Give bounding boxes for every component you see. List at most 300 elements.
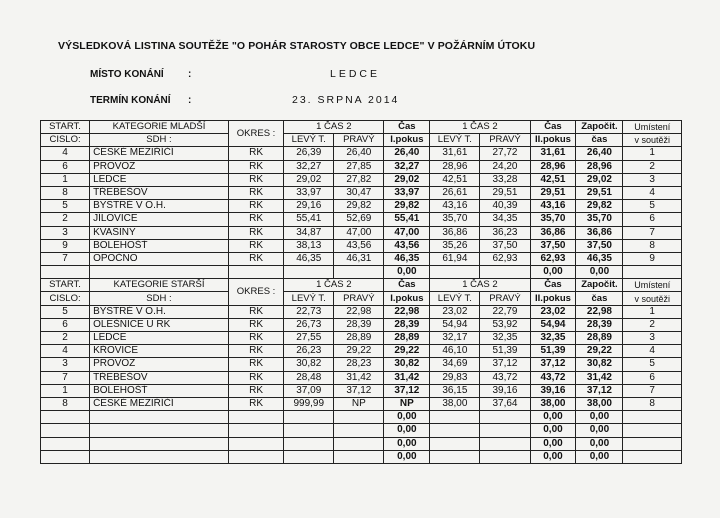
header-zapocit: Započit. xyxy=(576,121,623,134)
attempt2-left: 61,94 xyxy=(430,252,480,265)
header-zapocit-cas: čas xyxy=(576,134,623,147)
counted-time: 29,02 xyxy=(576,173,623,186)
district: RK xyxy=(228,305,283,318)
header-levy2: LEVÝ T. xyxy=(430,292,480,305)
team-name: LEDCE xyxy=(90,173,229,186)
attempt1-right: 31,42 xyxy=(334,371,384,384)
date-colon: : xyxy=(188,95,192,106)
attempt1-left: 55,41 xyxy=(284,213,334,226)
header-cislo: CISLO: xyxy=(41,292,90,305)
attempt1-left: 38,13 xyxy=(284,239,334,252)
header-pokus2: II.pokus xyxy=(530,292,576,305)
attempt2-right: 37,50 xyxy=(480,239,530,252)
start-number: 2 xyxy=(41,213,90,226)
attempt1-right: 52,69 xyxy=(334,213,384,226)
attempt1-right: 27,82 xyxy=(334,173,384,186)
table-row xyxy=(41,437,682,450)
attempt2-left: 23,02 xyxy=(430,305,480,318)
attempt1-left: 26,73 xyxy=(284,318,334,331)
attempt2-right xyxy=(480,450,530,463)
attempt1-right: 46,31 xyxy=(334,252,384,265)
attempt2-right xyxy=(480,411,530,424)
header-cas1: Čas xyxy=(384,121,430,134)
start-number xyxy=(41,437,90,450)
attempt2-time: 0,00 xyxy=(530,424,576,437)
district: RK xyxy=(228,173,283,186)
attempt1-right: 27,85 xyxy=(334,160,384,173)
table-row xyxy=(41,266,682,279)
attempt1-right xyxy=(334,450,384,463)
attempt2-time: 51,39 xyxy=(530,345,576,358)
district: RK xyxy=(228,252,283,265)
results-table xyxy=(40,120,682,464)
counted-time: 37,12 xyxy=(576,384,623,397)
attempt2-time: 36,86 xyxy=(530,226,576,239)
table-row xyxy=(41,318,682,331)
placement: 4 xyxy=(623,345,682,358)
table-row xyxy=(41,371,682,384)
attempt1-time: 0,00 xyxy=(384,450,430,463)
attempt1-left: 32,27 xyxy=(284,160,334,173)
table-row xyxy=(41,200,682,213)
district xyxy=(228,437,283,450)
header-row xyxy=(41,121,682,134)
attempt1-left: 29,02 xyxy=(284,173,334,186)
attempt2-time: 37,12 xyxy=(530,358,576,371)
attempt2-time: 29,51 xyxy=(530,186,576,199)
table-row xyxy=(41,384,682,397)
attempt2-time: 0,00 xyxy=(530,266,576,279)
attempt1-right: 22,98 xyxy=(334,305,384,318)
header-cas2: Čas xyxy=(530,279,576,292)
district xyxy=(228,450,283,463)
counted-time: 0,00 xyxy=(576,424,623,437)
district: RK xyxy=(228,358,283,371)
start-number: 7 xyxy=(41,371,90,384)
attempt2-right: 43,72 xyxy=(480,371,530,384)
attempt2-left: 43,16 xyxy=(430,200,480,213)
attempt2-right: 37,12 xyxy=(480,358,530,371)
attempt2-left: 34,69 xyxy=(430,358,480,371)
team-name xyxy=(90,437,229,450)
attempt1-left: 46,35 xyxy=(284,252,334,265)
attempt1-right: 26,40 xyxy=(334,147,384,160)
placement xyxy=(623,424,682,437)
attempt1-time: 28,89 xyxy=(384,332,430,345)
team-name: BOLEHOŠŤ xyxy=(90,384,229,397)
header-pokus1: I.pokus xyxy=(384,292,430,305)
district: RK xyxy=(228,397,283,410)
attempt1-time: 37,12 xyxy=(384,384,430,397)
attempt2-right xyxy=(480,266,530,279)
table-row xyxy=(41,147,682,160)
team-name xyxy=(90,450,229,463)
attempt1-left: 37,09 xyxy=(284,384,334,397)
attempt2-left: 46,10 xyxy=(430,345,480,358)
placement xyxy=(623,411,682,424)
table-row xyxy=(41,450,682,463)
counted-time: 37,50 xyxy=(576,239,623,252)
attempt1-left: 28,48 xyxy=(284,371,334,384)
table-row xyxy=(41,213,682,226)
district: RK xyxy=(228,213,283,226)
district: RK xyxy=(228,345,283,358)
table-row xyxy=(41,358,682,371)
start-number xyxy=(41,411,90,424)
start-number: 4 xyxy=(41,345,90,358)
document-title: VÝSLEDKOVÁ LISTINA SOUTĚŽE "O POHÁR STAROSTY OBCE LEDCE" V POŽÁRNÍM ÚTOKU xyxy=(58,40,536,52)
attempt1-right: 30,47 xyxy=(334,186,384,199)
team-name: ČESKÉ MEZIŘÍČÍ xyxy=(90,397,229,410)
counted-time: 28,96 xyxy=(576,160,623,173)
attempt2-time: 62,93 xyxy=(530,252,576,265)
attempt1-time: 46,35 xyxy=(384,252,430,265)
attempt1-left: 999,99 xyxy=(284,397,334,410)
header-okres: OKRES : xyxy=(228,121,283,147)
placement: 1 xyxy=(623,147,682,160)
counted-time: 46,35 xyxy=(576,252,623,265)
attempt2-left: 35,26 xyxy=(430,239,480,252)
date-value: 23. SRPNA 2014 xyxy=(292,94,400,106)
district: RK xyxy=(228,147,283,160)
counted-time: 0,00 xyxy=(576,266,623,279)
attempt1-right: NP xyxy=(334,397,384,410)
attempt2-right xyxy=(480,424,530,437)
attempt1-left: 22,73 xyxy=(284,305,334,318)
district: RK xyxy=(228,226,283,239)
table-row xyxy=(41,411,682,424)
placement xyxy=(623,437,682,450)
attempt2-right: 36,23 xyxy=(480,226,530,239)
district xyxy=(228,424,283,437)
attempt1-left: 27,55 xyxy=(284,332,334,345)
district xyxy=(228,411,283,424)
header-pravy2: PRAVÝ xyxy=(480,292,530,305)
placement: 9 xyxy=(623,252,682,265)
venue-colon: : xyxy=(188,69,192,80)
team-name xyxy=(90,424,229,437)
attempt2-time: 0,00 xyxy=(530,437,576,450)
district: RK xyxy=(228,160,283,173)
attempt1-right: 43,56 xyxy=(334,239,384,252)
attempt2-left xyxy=(430,437,480,450)
counted-time: 28,39 xyxy=(576,318,623,331)
header-umisteni: Umístení xyxy=(623,121,682,134)
attempt1-left xyxy=(284,450,334,463)
results-body xyxy=(41,121,682,464)
header-row xyxy=(41,279,682,292)
counted-time: 38,00 xyxy=(576,397,623,410)
header-levy2: LEVÝ T. xyxy=(430,134,480,147)
start-number: 3 xyxy=(41,358,90,371)
attempt2-right xyxy=(480,437,530,450)
attempt2-left: 35,70 xyxy=(430,213,480,226)
start-number: 9 xyxy=(41,239,90,252)
attempt2-right: 32,35 xyxy=(480,332,530,345)
date-label: TERMÍN KONÁNÍ xyxy=(90,95,171,106)
start-number xyxy=(41,424,90,437)
start-number xyxy=(41,450,90,463)
counted-time: 28,89 xyxy=(576,332,623,345)
district: RK xyxy=(228,200,283,213)
start-number: 8 xyxy=(41,397,90,410)
attempt1-left xyxy=(284,266,334,279)
header-levy1: LEVÝ T. xyxy=(284,292,334,305)
attempt2-right: 33,28 xyxy=(480,173,530,186)
attempt1-time: 0,00 xyxy=(384,424,430,437)
attempt1-left: 33,97 xyxy=(284,186,334,199)
attempt1-right xyxy=(334,424,384,437)
table-row xyxy=(41,186,682,199)
header-cas1: Čas xyxy=(384,279,430,292)
attempt1-time: 29,82 xyxy=(384,200,430,213)
attempt2-time: 42,51 xyxy=(530,173,576,186)
attempt2-time: 32,35 xyxy=(530,332,576,345)
start-number: 7 xyxy=(41,252,90,265)
header-umisteni-soutez: v soutěži xyxy=(623,292,682,305)
table-row xyxy=(41,239,682,252)
start-number: 3 xyxy=(41,226,90,239)
header-attempt2: 1 ČAS 2 xyxy=(430,121,530,134)
attempt2-time: 23,02 xyxy=(530,305,576,318)
header-umisteni: Umístení xyxy=(623,279,682,292)
header-cislo: CISLO: xyxy=(41,134,90,147)
attempt2-left xyxy=(430,266,480,279)
attempt2-right: 39,16 xyxy=(480,384,530,397)
attempt1-right: 28,89 xyxy=(334,332,384,345)
placement xyxy=(623,450,682,463)
attempt2-left: 36,86 xyxy=(430,226,480,239)
attempt1-time: NP xyxy=(384,397,430,410)
start-number: 5 xyxy=(41,200,90,213)
attempt2-left: 54,94 xyxy=(430,318,480,331)
placement: 2 xyxy=(623,160,682,173)
attempt2-right: 37,64 xyxy=(480,397,530,410)
placement: 6 xyxy=(623,371,682,384)
table-row xyxy=(41,160,682,173)
attempt1-left: 29,16 xyxy=(284,200,334,213)
header-zapocit: Započit. xyxy=(576,279,623,292)
team-name: BOLEHOŠŤ xyxy=(90,239,229,252)
attempt2-left: 32,17 xyxy=(430,332,480,345)
attempt2-left: 31,61 xyxy=(430,147,480,160)
header-okres: OKRES : xyxy=(228,279,283,305)
team-name: PROVOZ xyxy=(90,160,229,173)
attempt1-time: 0,00 xyxy=(384,437,430,450)
placement: 3 xyxy=(623,332,682,345)
attempt2-left xyxy=(430,450,480,463)
team-name: ČESKÉ MEZIŘÍČÍ xyxy=(90,147,229,160)
attempt2-right: 34,35 xyxy=(480,213,530,226)
counted-time: 0,00 xyxy=(576,411,623,424)
placement: 5 xyxy=(623,200,682,213)
attempt1-time: 55,41 xyxy=(384,213,430,226)
counted-time: 29,22 xyxy=(576,345,623,358)
team-name: JÍLOVICE xyxy=(90,213,229,226)
header-category: KATEGORIE MLADŠÍ xyxy=(90,121,229,134)
counted-time: 29,82 xyxy=(576,200,623,213)
district: RK xyxy=(228,186,283,199)
header-pokus1: I.pokus xyxy=(384,134,430,147)
attempt1-time: 43,56 xyxy=(384,239,430,252)
attempt1-time: 29,02 xyxy=(384,173,430,186)
attempt1-right: 37,12 xyxy=(334,384,384,397)
placement: 1 xyxy=(623,305,682,318)
team-name: LEDCE xyxy=(90,332,229,345)
table-row xyxy=(41,226,682,239)
table-row xyxy=(41,424,682,437)
start-number: 1 xyxy=(41,384,90,397)
start-number: 6 xyxy=(41,160,90,173)
attempt1-time: 32,27 xyxy=(384,160,430,173)
attempt2-time: 0,00 xyxy=(530,450,576,463)
header-pravy1: PRAVÝ xyxy=(334,134,384,147)
attempt1-right: 29,22 xyxy=(334,345,384,358)
header-attempt1: 1 ČAS 2 xyxy=(284,279,384,292)
attempt1-right: 29,82 xyxy=(334,200,384,213)
attempt1-time: 0,00 xyxy=(384,266,430,279)
start-number xyxy=(41,266,90,279)
attempt2-right: 27,72 xyxy=(480,147,530,160)
team-name: PROVOZ xyxy=(90,358,229,371)
attempt1-left: 26,23 xyxy=(284,345,334,358)
attempt2-time: 54,94 xyxy=(530,318,576,331)
attempt2-right: 62,93 xyxy=(480,252,530,265)
attempt2-right: 29,51 xyxy=(480,186,530,199)
attempt2-left: 26,61 xyxy=(430,186,480,199)
district: RK xyxy=(228,384,283,397)
attempt1-time: 0,00 xyxy=(384,411,430,424)
attempt1-time: 26,40 xyxy=(384,147,430,160)
header-row xyxy=(41,134,682,147)
attempt2-left xyxy=(430,424,480,437)
attempt1-time: 30,82 xyxy=(384,358,430,371)
counted-time: 31,42 xyxy=(576,371,623,384)
counted-time: 22,98 xyxy=(576,305,623,318)
attempt2-left: 36,15 xyxy=(430,384,480,397)
attempt2-time: 35,70 xyxy=(530,213,576,226)
venue-value: LEDCE xyxy=(330,68,381,80)
team-name: KŘOVICE xyxy=(90,345,229,358)
attempt1-time: 33,97 xyxy=(384,186,430,199)
attempt2-right: 40,39 xyxy=(480,200,530,213)
start-number: 8 xyxy=(41,186,90,199)
header-cas2: Čas xyxy=(530,121,576,134)
table-row xyxy=(41,345,682,358)
counted-time: 0,00 xyxy=(576,437,623,450)
start-number: 2 xyxy=(41,332,90,345)
header-sdh: SDH : xyxy=(90,292,229,305)
attempt2-time: 38,00 xyxy=(530,397,576,410)
attempt2-time: 31,61 xyxy=(530,147,576,160)
attempt2-left: 28,96 xyxy=(430,160,480,173)
placement xyxy=(623,266,682,279)
counted-time: 29,51 xyxy=(576,186,623,199)
attempt1-left: 26,39 xyxy=(284,147,334,160)
header-category: KATEGORIE STARŠÍ xyxy=(90,279,229,292)
counted-time: 35,70 xyxy=(576,213,623,226)
placement: 2 xyxy=(623,318,682,331)
header-row xyxy=(41,292,682,305)
counted-time: 0,00 xyxy=(576,450,623,463)
district: RK xyxy=(228,239,283,252)
district xyxy=(228,266,283,279)
placement: 8 xyxy=(623,239,682,252)
placement: 7 xyxy=(623,226,682,239)
attempt1-time: 47,00 xyxy=(384,226,430,239)
team-name: OPOČNO xyxy=(90,252,229,265)
start-number: 4 xyxy=(41,147,90,160)
team-name: BYSTRÉ V O.H. xyxy=(90,200,229,213)
counted-time: 26,40 xyxy=(576,147,623,160)
placement: 8 xyxy=(623,397,682,410)
placement: 5 xyxy=(623,358,682,371)
attempt2-left: 38,00 xyxy=(430,397,480,410)
table-row xyxy=(41,252,682,265)
district: RK xyxy=(228,332,283,345)
header-pravy2: PRAVÝ xyxy=(480,134,530,147)
attempt1-right: 28,39 xyxy=(334,318,384,331)
team-name: KVASINY xyxy=(90,226,229,239)
team-name: TŘEBEŠOV xyxy=(90,186,229,199)
attempt2-right: 53,92 xyxy=(480,318,530,331)
attempt2-right: 51,39 xyxy=(480,345,530,358)
attempt2-time: 43,72 xyxy=(530,371,576,384)
header-umisteni-soutez: v soutěži xyxy=(623,134,682,147)
attempt1-left xyxy=(284,411,334,424)
attempt1-right xyxy=(334,266,384,279)
team-name: BYSTRÉ V O.H. xyxy=(90,305,229,318)
header-levy1: LEVÝ T. xyxy=(284,134,334,147)
header-start: START. xyxy=(41,121,90,134)
attempt1-right: 28,23 xyxy=(334,358,384,371)
team-name xyxy=(90,411,229,424)
team-name: OLEŠNICE U RK xyxy=(90,318,229,331)
attempt2-time: 28,96 xyxy=(530,160,576,173)
district: RK xyxy=(228,318,283,331)
header-pravy1: PRAVÝ xyxy=(334,292,384,305)
attempt1-time: 22,98 xyxy=(384,305,430,318)
header-sdh: SDH : xyxy=(90,134,229,147)
attempt1-right: 47,00 xyxy=(334,226,384,239)
attempt2-time: 37,50 xyxy=(530,239,576,252)
header-pokus2: II.pokus xyxy=(530,134,576,147)
attempt1-time: 29,22 xyxy=(384,345,430,358)
attempt2-left: 29,83 xyxy=(430,371,480,384)
start-number: 5 xyxy=(41,305,90,318)
header-attempt1: 1 ČAS 2 xyxy=(284,121,384,134)
start-number: 6 xyxy=(41,318,90,331)
table-row xyxy=(41,173,682,186)
district: RK xyxy=(228,371,283,384)
attempt2-time: 43,16 xyxy=(530,200,576,213)
attempt1-time: 28,39 xyxy=(384,318,430,331)
counted-time: 30,82 xyxy=(576,358,623,371)
attempt1-right xyxy=(334,411,384,424)
attempt2-right: 22,79 xyxy=(480,305,530,318)
attempt2-left xyxy=(430,411,480,424)
team-name: TŘEBEŠOV xyxy=(90,371,229,384)
attempt2-time: 0,00 xyxy=(530,411,576,424)
placement: 6 xyxy=(623,213,682,226)
attempt1-right xyxy=(334,437,384,450)
table-row xyxy=(41,332,682,345)
header-zapocit-cas: čas xyxy=(576,292,623,305)
attempt1-left xyxy=(284,437,334,450)
attempt1-time: 31,42 xyxy=(384,371,430,384)
header-start: START. xyxy=(41,279,90,292)
attempt2-time: 39,16 xyxy=(530,384,576,397)
